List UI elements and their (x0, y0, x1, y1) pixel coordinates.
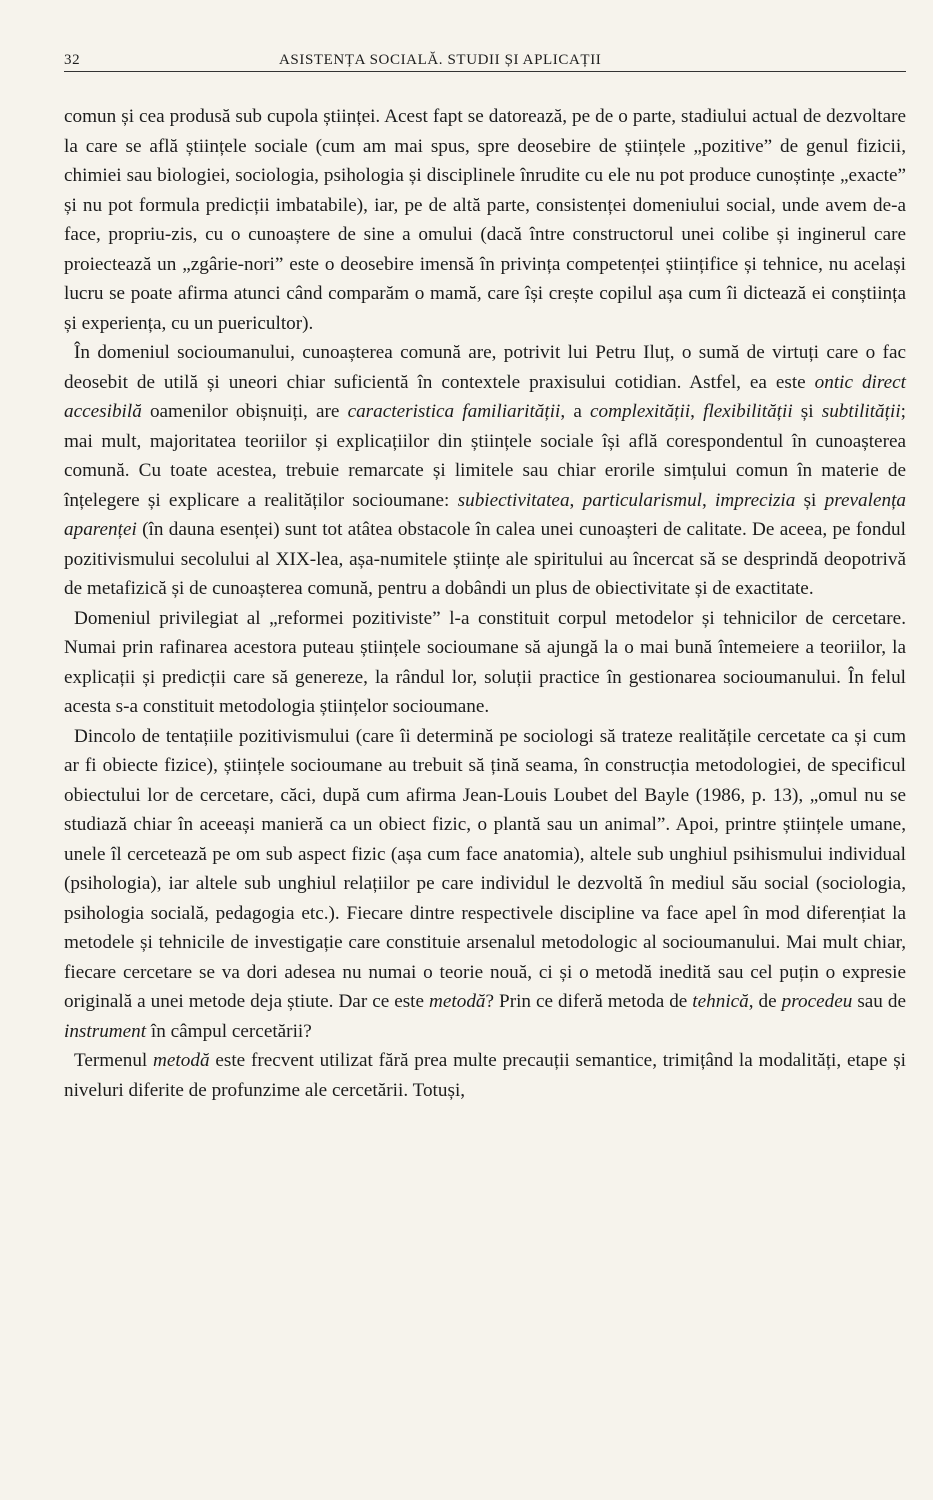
italic-term: caracteristica familiarității (347, 401, 561, 422)
text-segment: în câmpul cercetării? (146, 1020, 312, 1042)
italic-term: instrument (64, 1020, 147, 1042)
italic-term: metodă (153, 1050, 210, 1071)
text-segment: În domeniul socioumanului, cunoașterea comună are, potrivit lui Petru Iluț, o sumă de virtuți care o fac deosebit de utilă și uneori chiar suficientă în contextele praxisului cotidian. Astfel, ea este (64, 342, 906, 393)
text-segment: oamenilor obișnuiți, are (141, 401, 348, 422)
running-header (64, 52, 906, 72)
text-segment: (în dauna esenței) sunt tot atâtea obstacole în calea unei cunoașteri de calitate. De aceea, pe fondul pozitivismului secolului al XIX-lea, așa-numitele științe ale spiritului au încercat să se desprindă deopotrivă de metafizică și de cunoașterea comună, pentru a dobândi un plus de obiectivitate și de exactitate. (64, 519, 906, 599)
body-text (64, 102, 906, 1105)
text-segment: Dincolo de tentațiile pozitivismului (care îi determină pe sociologi să trateze realitățile cercetate ca și cum ar fi obiecte fizice), științele socioumane au trebuit să țină seama, în construcția metodologiei, de specificul obiectului lor de cercetare, căci, după cum afirma Jean-Louis Loubet del Bayle (1986, p. 13), „omul nu se studiază chiar în aceeași manieră ca un obiect fizic, o plantă sau un animal”. Apoi, printre științele umane, unele îl cercetează pe om sub aspect fizic (așa cum face anatomia), altele sub unghiul psihismului individual (psihologia), iar altele sub unghiul relațiilor pe care individul le dezvoltă în mediul său social (sociologia, psihologia socială, pedagogia etc.). Fiecare dintre respectivele discipline va face apel în mod diferențiat la metodele și tehnicile de investigație care constituie arsenalul metodologic al socioumanului. Mai mult chiar, fiecare cercetare se va dori adesea nu numai o teorie nouă, ci și o metodă inedită sau cel puțin o expresie originală a unei metode deja știute. Dar ce este (64, 725, 906, 1012)
page-number: 32 (64, 52, 81, 68)
italic-term: flexibilității (703, 401, 793, 422)
text-segment: este frecvent utilizat fără prea multe precauții semantice, trimițând la modalități, etape și niveluri diferite de profunzime ale cercetării. Totuși, (64, 1050, 907, 1101)
text-segment: ? Prin ce diferă metoda de (485, 991, 693, 1012)
italic-term: procedeu (781, 991, 853, 1012)
text-segment: ; mai mult, majoritatea teoriilor și explicațiilor din științele sociale își află corespondentul în cunoașterea comună. Cu toate acestea, trebuie remarcate și limitele sau chiar erorile simțului comun în materie de înțelegere și explicare a realităților socioumane: (64, 401, 906, 511)
text-segment: și (795, 489, 825, 511)
paragraph (64, 604, 906, 722)
italic-term: metodă (429, 991, 486, 1012)
text-segment: , de (748, 991, 782, 1012)
text-segment: comun și cea produsă sub cupola științei. Acest fapt se datorează, pe de o parte, stadiului actual de dezvoltare la care se află științele sociale (cum am mai spus, spre deosebire de științele „pozitive” de genul fizicii, chimiei sau biologiei, sociologia, psihologia și disciplinele înrudite cu ele nu pot produce cunoștințe „exacte” și nu pot formula predicții imbatabile), iar, pe de altă parte, consistenței domeniului social, unde avem de-a face, propriu-zis, cu o cunoaștere de sine a omului (dacă între constructorul unei colibe și inginerul care proiectează un „zgârie-nori” este o deosebire imensă în privința competenței științifice și tehnice, nu același lucru se poate afirma atunci când comparăm o mamă, care își crește copilul așa cum îi dictează ei conștiința și experiența, cu un puericultor). (64, 106, 906, 334)
text-segment: , a (560, 401, 590, 422)
paragraph (64, 338, 906, 604)
italic-term: particularismul (582, 489, 702, 511)
italic-term: tehnică (692, 991, 749, 1012)
text-segment: Termenul (74, 1050, 154, 1071)
text-segment: , (702, 489, 716, 511)
paragraph (64, 1046, 906, 1105)
text-segment: și (792, 401, 822, 422)
italic-term: imprecizia (715, 489, 796, 511)
italic-term: subtilității (821, 401, 901, 422)
italic-term: ontic direct accesibilă (64, 371, 906, 422)
book-page (64, 52, 906, 1105)
italic-term: complexității (589, 401, 691, 422)
text-segment: Domeniul privilegiat al „reformei pozitiviste” l-a constituit corpul metodelor și tehnicilor de cercetare. Numai prin rafinarea acestora puteau științele socioumane să ajungă la o mai bună întemeiere a teoriilor, la explicații și predicții care să genereze, la rândul lor, soluții practice în gestionarea socioumanului. În felul acesta s-a constituit metodologia științelor socioumane. (64, 607, 906, 717)
running-title: ASISTENȚA SOCIALĂ. STUDII ȘI APLICAȚII (279, 52, 602, 68)
text-segment: , (569, 489, 583, 511)
text-segment: sau de (852, 991, 906, 1012)
italic-term: prevalența aparenței (64, 489, 906, 540)
paragraph (64, 722, 906, 1047)
paragraph (64, 102, 906, 338)
italic-term: subiectivitatea (457, 489, 570, 511)
text-segment: , (690, 401, 704, 422)
